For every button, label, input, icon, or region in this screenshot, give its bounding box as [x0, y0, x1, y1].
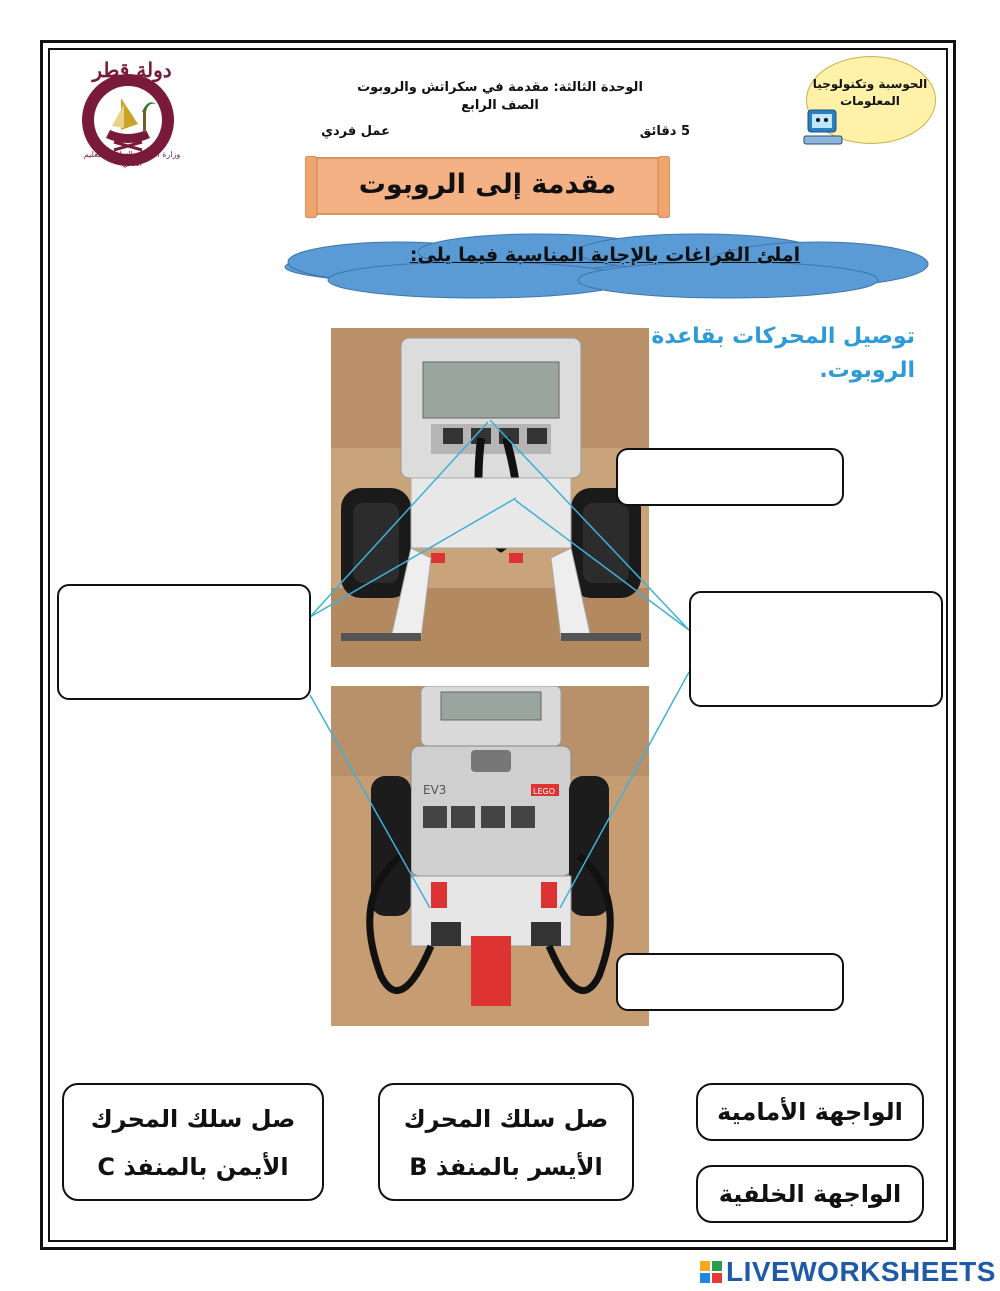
answer-box-right[interactable]	[689, 591, 943, 707]
photo-caption	[640, 320, 915, 388]
instruction-text: املئ الفراغات بالإجابة المناسبة فيما يلى:	[409, 244, 801, 266]
liveworksheets-logo-icon	[700, 1261, 722, 1283]
duration-label: 5 دقائق	[639, 124, 690, 139]
option-right-motor-port-c[interactable]	[62, 1083, 324, 1201]
robot-back-photo	[331, 686, 649, 1026]
work-type-label: عمل فردي	[321, 124, 390, 139]
ministry-ring-text: وزارة التربية والتعليم والتعليم العالي	[83, 150, 181, 168]
robot-front-photo	[331, 328, 649, 667]
option-line-1: الواجهة الأمامية	[717, 1098, 903, 1126]
grade-label: الصف الرابع	[461, 98, 539, 113]
unit-title: الوحدة الثالثة: مقدمة في سكراتش والروبوت	[357, 80, 643, 95]
option-front-face[interactable]	[696, 1083, 924, 1141]
computer-icon	[798, 106, 848, 150]
liveworksheets-watermark[interactable]	[700, 1254, 996, 1290]
option-line-2: الأيسر بالمنفذ B	[409, 1153, 603, 1181]
qatar-logo-text: دولة قطر	[92, 58, 172, 82]
option-line-1: صل سلك المحرك	[90, 1105, 296, 1133]
caption-line-1: توصيل المحركات بقاعدة	[651, 324, 915, 349]
answer-box-left[interactable]	[57, 584, 311, 700]
page-title: مقدمة إلى الروبوت	[358, 169, 617, 200]
watermark-text: LIVEWORKSHEETS	[726, 1256, 996, 1287]
option-line-1: صل سلك المحرك	[403, 1105, 609, 1133]
option-line-2: الأيمن بالمنفذ C	[97, 1153, 289, 1181]
option-back-face[interactable]	[696, 1165, 924, 1223]
computing-logo-text: الحوسبة وتكنولوجيا المعلومات	[812, 77, 928, 108]
caption-line-2: الروبوت.	[819, 358, 915, 383]
option-left-motor-port-b[interactable]	[378, 1083, 634, 1201]
answer-box-bottom-right[interactable]	[616, 953, 844, 1011]
instruction-cloud	[278, 232, 933, 302]
option-line-1: الواجهة الخلفية	[718, 1180, 902, 1208]
answer-box-top-right[interactable]	[616, 448, 844, 506]
ev3-brand-label: EV3	[423, 783, 447, 797]
lego-brand-label: LEGO	[533, 787, 556, 796]
